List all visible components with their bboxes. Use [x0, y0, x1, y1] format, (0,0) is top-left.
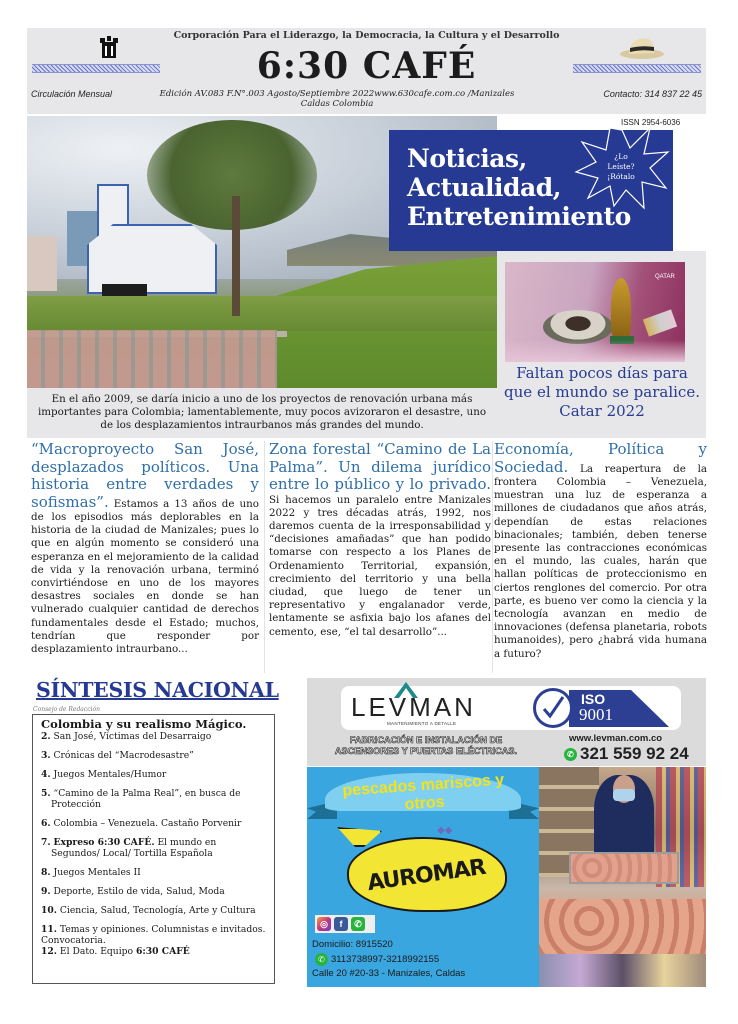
whatsapp-icon[interactable]: ✆: [351, 917, 365, 931]
iso-certified-seal-icon: [533, 688, 573, 728]
auromar-whatsapp: ✆ 3113738997-3218992155: [315, 953, 439, 966]
auromar-delivery: Domicilio: 8915520: [312, 939, 393, 950]
hero-caption-box: [27, 388, 497, 438]
world-cup-trophy-icon: [611, 278, 631, 338]
masthead-title: 6:30 CAFÉ: [256, 45, 477, 87]
whatsapp-icon: ✆: [564, 748, 577, 761]
article-body: La reapertura de la frontera Colombia – Venezuela, muestran una luz de esperanza a millones de ciudadanos que años atrás, dependían de estas relaciones binacionales; también, deben tenerse presente las contracciones económicas en el mundo, las cuales, harán que hallan políticas de proteccionismo en ciertos renglones del comercio. Por otra parte, es bueno ver como la ciencia y la tecnología avanzan en medio de innovaciones (defensa planetaria, robots humanoides), pero ¿habrá vida humana a futuro?: [494, 462, 707, 660]
toc-item[interactable]: 9. Deporte, Estilo de vida, Salud, Moda: [41, 886, 225, 897]
levman-advertisement[interactable]: [307, 678, 706, 766]
whatsapp-icon: ✆: [315, 953, 328, 966]
toc-item[interactable]: 7. Expreso 6:30 CAFÉ. El mundo en Segundos/ Local/ Tortilla Española: [41, 837, 217, 859]
contact-phone: Contacto: 314 837 22 45: [603, 89, 702, 99]
qatar-caption: Faltan pocos días para que el mundo se paralice. Catar 2022: [504, 364, 700, 420]
panama-hat-icon: [618, 35, 666, 61]
auromar-ribbon-text: pescados mariscos y otros: [342, 771, 505, 814]
circulation-label: Circulación Mensual: [31, 89, 113, 99]
issn-number: ISSN 2954-6036: [621, 118, 681, 127]
news-banner-title: Noticias, Actualidad, Entretenimiento: [407, 144, 631, 231]
toc-item[interactable]: 10. Ciencia, Salud, Tecnología, Arte y Cultura: [41, 905, 256, 916]
edition-info: Edición AV.083 F.N°.003 Agosto/Septiembre 2022www.630cafe.com.co /Manizales Caldas Colombia: [159, 89, 515, 109]
sintesis-title: SÍNTESIS NACIONAL: [36, 678, 279, 702]
facebook-icon[interactable]: f: [334, 917, 348, 931]
iso-number: 9001: [579, 705, 613, 724]
table-of-contents: [32, 714, 275, 984]
column-divider: [492, 441, 493, 673]
social-icons: [315, 915, 375, 933]
toc-item[interactable]: 11. Temas y opiniones. Columnistas e invitados. Convocatoria.: [41, 924, 266, 946]
toc-item[interactable]: 4. Juegos Mentales/Humor: [41, 769, 167, 780]
article-economia: [494, 441, 707, 661]
auromar-advertisement[interactable]: pescados mariscos y otros ◆◆ AUROMAR ◎ f ✆ Domicilio: 8915520 ✆ 3113738997-3218992155 Calle 20 #20-33 - Manizales, Caldas: [307, 767, 539, 987]
fish-shop-photo: [539, 767, 706, 987]
hero-caption: En el año 2009, se daría inicio a uno de los proyectos de renovación urbana más importantes para Colombia; lamentablemente, muy pocos avizoraron el desastre, uno de los desplazamientos intraurbanos más grandes del mundo.: [37, 393, 487, 431]
levman-tagline: MANTENIMIENTO A DETALLE: [387, 721, 457, 726]
article-san-jose: [31, 441, 259, 656]
toc-item[interactable]: 12. El Dato. Equipo 6:30 CAFÉ: [41, 946, 190, 957]
levman-brand: LEVMAN: [351, 692, 476, 722]
toc-item[interactable]: 8. Juegos Mentales II: [41, 867, 141, 878]
column-divider: [264, 441, 265, 673]
article-headline: Zona forestal “Camino de La Palma”. Un dilema jurídico entre lo público y lo privado.: [269, 440, 491, 493]
article-body: Estamos a 13 años de uno de los episodios más deplorables en la historia de la ciudad de Manizales; pues lo que en algún momento se consideró una esperanza en el mejoramiento de la calidad de vida y la renovación urbana, terminó convirtiéndose en uno de los mayores desastres sociales en donde se han vulnerado cualquier cantidad de derechos fundamentales desde el Estado; muchos, tendrían que responder por desplazamiento intraurbano...: [31, 497, 259, 656]
organization-name: Corporación Para el Liderazgo, la Democracia, la Cultura y el Desarrollo: [173, 30, 560, 41]
levman-website[interactable]: www.levman.com.co: [569, 733, 663, 744]
burst-badge-text: ¿Lo Leíste? ¡Rótalo: [607, 152, 635, 181]
levman-phone: ✆ 321 559 92 24: [564, 744, 689, 764]
sintesis-subtitle: Consejo de Redacción: [33, 706, 100, 713]
toc-item[interactable]: 3. Crónicas del “Macrodesastre”: [41, 750, 194, 761]
toc-item[interactable]: 2. San José, Víctimas del Desarraigo: [41, 731, 212, 742]
article-body: Si hacemos un paralelo entre Manizales 2022 y tres décadas atrás, 1992, nos daremos cuenta de la irresponsabilidad y “decisiones amañadas” que han podido tomarse con respecto a los Planes de Ordenamiento Territorial, expansión, crecimiento del territorio y una bella ciudad, que luego de tener un representativo y engalanador verde, lentamente se asfixia bajo los afanes del cemento, ese, “el tal desarrollo”...: [269, 493, 491, 638]
article-headline: Economía, Política y Sociedad.: [494, 440, 707, 476]
iso-label: ISO: [581, 691, 606, 707]
toc-item[interactable]: 6. Colombia – Venezuela. Castaño Porvenir: [41, 818, 242, 829]
auromar-brand: AUROMAR: [365, 854, 487, 897]
auromar-address: Calle 20 #20-33 - Manizales, Caldas: [312, 968, 466, 979]
levman-services: FABRICACIÓN E INSTALACIÓN DE ASCENSORES Y PUERTAS ELÉCTRICAS.: [334, 735, 518, 756]
masthead-header: [27, 28, 706, 114]
toc-item[interactable]: 5. “Camino de la Palma Real”, en busca de Protección: [41, 788, 241, 810]
decorative-hatch-right: [573, 64, 701, 73]
qatar-world-cup-image: [505, 262, 685, 362]
instagram-icon[interactable]: ◎: [317, 917, 331, 931]
article-camino-la-palma: [269, 441, 491, 639]
article-headline: “Macroproyecto San José, desplazados políticos. Una historia entre verdades y sofismas”.: [31, 440, 259, 511]
qatar-logo: QATAR: [655, 274, 675, 280]
toc-lead: Colombia y su realismo Mágico.: [41, 717, 247, 731]
